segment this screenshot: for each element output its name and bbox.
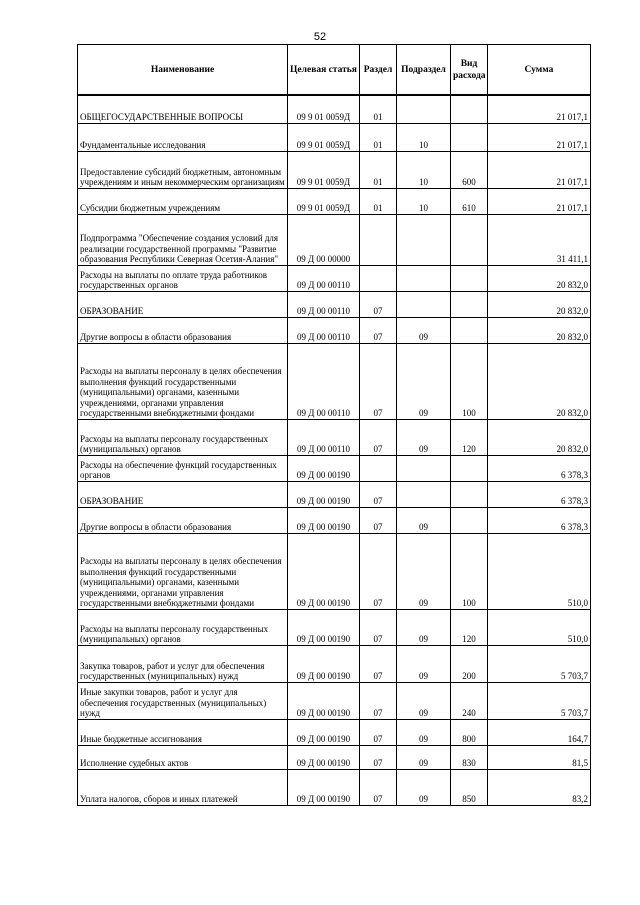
cell-name: ОБРАЗОВАНИЕ bbox=[78, 291, 288, 317]
table-row bbox=[78, 291, 591, 317]
cell-sum: 21 017,1 bbox=[488, 151, 591, 188]
cell-expense-type bbox=[451, 455, 488, 481]
cell-expense-type: 850 bbox=[451, 769, 488, 805]
table-row bbox=[78, 481, 591, 507]
table-row bbox=[78, 719, 591, 745]
cell-sum: 20 832,0 bbox=[488, 419, 591, 455]
cell-target-code: 09 Д 00 00110 bbox=[288, 265, 360, 291]
cell-expense-type bbox=[451, 481, 488, 507]
page-number: 52 bbox=[313, 31, 327, 43]
cell-section: 07 bbox=[360, 609, 397, 645]
table-row bbox=[78, 343, 591, 419]
table-row bbox=[78, 419, 591, 455]
cell-target-code: 09 Д 00 00110 bbox=[288, 343, 360, 419]
cell-subsection: 09 bbox=[397, 745, 451, 769]
table-row bbox=[78, 123, 591, 151]
cell-subsection: 10 bbox=[397, 123, 451, 151]
cell-expense-type: 200 bbox=[451, 645, 488, 682]
table-row bbox=[78, 682, 591, 719]
cell-expense-type: 240 bbox=[451, 682, 488, 719]
cell-expense-type bbox=[451, 214, 488, 265]
cell-expense-type: 100 bbox=[451, 533, 488, 609]
cell-subsection bbox=[397, 481, 451, 507]
cell-name: Расходы на выплаты персоналу государственных (муниципальных) органов bbox=[78, 419, 288, 455]
table-row bbox=[78, 188, 591, 214]
table-row bbox=[78, 151, 591, 188]
table-row bbox=[78, 745, 591, 769]
cell-sum: 20 832,0 bbox=[488, 343, 591, 419]
cell-target-code: 09 Д 00 00190 bbox=[288, 769, 360, 805]
cell-name: Иные закупки товаров, работ и услуг для обеспечения государственных (муниципальных) нужд bbox=[78, 682, 288, 719]
cell-expense-type: 100 bbox=[451, 343, 488, 419]
column-header-expense-type: Вид расхода bbox=[451, 45, 488, 96]
cell-expense-type bbox=[451, 507, 488, 533]
column-header-section: Раздел bbox=[360, 45, 397, 96]
cell-subsection: 09 bbox=[397, 507, 451, 533]
cell-target-code: 09 Д 00 00190 bbox=[288, 745, 360, 769]
cell-expense-type: 610 bbox=[451, 188, 488, 214]
cell-section bbox=[360, 214, 397, 265]
cell-sum: 5 703,7 bbox=[488, 682, 591, 719]
cell-section bbox=[360, 265, 397, 291]
cell-name: Расходы на выплаты персоналу государственных (муниципальных) органов bbox=[78, 609, 288, 645]
cell-name: Подпрограмма "Обеспечение создания условий для реализации государственной программы "Развитие образования Республики Северная Осетия-Алания" bbox=[78, 214, 288, 265]
table-body bbox=[78, 95, 591, 805]
table-row bbox=[78, 533, 591, 609]
cell-target-code: 09 Д 00 00190 bbox=[288, 609, 360, 645]
cell-section: 07 bbox=[360, 745, 397, 769]
cell-subsection: 09 bbox=[397, 419, 451, 455]
cell-target-code: 09 9 01 0059Д bbox=[288, 188, 360, 214]
cell-name: Субсидии бюджетным учреждениям bbox=[78, 188, 288, 214]
cell-subsection: 09 bbox=[397, 533, 451, 609]
cell-subsection bbox=[397, 214, 451, 265]
cell-section: 07 bbox=[360, 682, 397, 719]
cell-name: Иные бюджетные ассигнования bbox=[78, 719, 288, 745]
table-row bbox=[78, 645, 591, 682]
cell-sum: 6 378,3 bbox=[488, 507, 591, 533]
cell-expense-type: 120 bbox=[451, 609, 488, 645]
cell-target-code: 09 Д 00 00000 bbox=[288, 214, 360, 265]
table-row bbox=[78, 214, 591, 265]
column-header-code: Целевая статья bbox=[288, 45, 360, 96]
cell-name: Фундаментальные исследования bbox=[78, 123, 288, 151]
cell-expense-type bbox=[451, 123, 488, 151]
table-row bbox=[78, 317, 591, 343]
cell-sum: 81,5 bbox=[488, 745, 591, 769]
cell-target-code: 09 Д 00 00110 bbox=[288, 291, 360, 317]
cell-sum: 21 017,1 bbox=[488, 123, 591, 151]
cell-target-code: 09 9 01 0059Д bbox=[288, 123, 360, 151]
cell-subsection: 09 bbox=[397, 769, 451, 805]
cell-section: 07 bbox=[360, 481, 397, 507]
cell-expense-type bbox=[451, 95, 488, 123]
cell-expense-type bbox=[451, 265, 488, 291]
cell-section: 07 bbox=[360, 291, 397, 317]
cell-target-code: 09 9 01 0059Д bbox=[288, 95, 360, 123]
cell-expense-type: 830 bbox=[451, 745, 488, 769]
cell-name: Другие вопросы в области образования bbox=[78, 317, 288, 343]
cell-subsection bbox=[397, 95, 451, 123]
column-header-name: Наименование bbox=[78, 45, 288, 96]
table-row bbox=[78, 455, 591, 481]
cell-section: 01 bbox=[360, 188, 397, 214]
cell-sum: 510,0 bbox=[488, 609, 591, 645]
cell-subsection bbox=[397, 291, 451, 317]
cell-name: Предоставление субсидий бюджетным, автономным учреждениям и иным некоммерческим организациям bbox=[78, 151, 288, 188]
cell-sum: 83,2 bbox=[488, 769, 591, 805]
cell-section: 07 bbox=[360, 769, 397, 805]
cell-sum: 510,0 bbox=[488, 533, 591, 609]
table-row bbox=[78, 95, 591, 123]
cell-target-code: 09 9 01 0059Д bbox=[288, 151, 360, 188]
cell-target-code: 09 Д 00 00190 bbox=[288, 719, 360, 745]
cell-section: 01 bbox=[360, 151, 397, 188]
cell-section: 01 bbox=[360, 123, 397, 151]
cell-target-code: 09 Д 00 00190 bbox=[288, 645, 360, 682]
cell-name: Расходы на выплаты по оплате труда работников государственных органов bbox=[78, 265, 288, 291]
cell-sum: 20 832,0 bbox=[488, 317, 591, 343]
cell-section: 07 bbox=[360, 533, 397, 609]
cell-expense-type: 120 bbox=[451, 419, 488, 455]
cell-expense-type bbox=[451, 317, 488, 343]
cell-section: 07 bbox=[360, 719, 397, 745]
table-row bbox=[78, 609, 591, 645]
cell-subsection bbox=[397, 455, 451, 481]
cell-name: Расходы на обеспечение функций государственных органов bbox=[78, 455, 288, 481]
cell-target-code: 09 Д 00 00190 bbox=[288, 455, 360, 481]
table-header-row bbox=[78, 45, 591, 96]
cell-name: Закупка товаров, работ и услуг для обеспечения государственных (муниципальных) нужд bbox=[78, 645, 288, 682]
cell-subsection: 09 bbox=[397, 682, 451, 719]
cell-subsection bbox=[397, 265, 451, 291]
cell-sum: 21 017,1 bbox=[488, 95, 591, 123]
cell-name: ОБЩЕГОСУДАРСТВЕННЫЕ ВОПРОСЫ bbox=[78, 95, 288, 123]
cell-sum: 164,7 bbox=[488, 719, 591, 745]
cell-section: 07 bbox=[360, 343, 397, 419]
cell-target-code: 09 Д 00 00110 bbox=[288, 317, 360, 343]
cell-subsection: 09 bbox=[397, 317, 451, 343]
column-header-sum: Сумма bbox=[488, 45, 591, 96]
cell-expense-type bbox=[451, 291, 488, 317]
cell-name: Исполнение судебных актов bbox=[78, 745, 288, 769]
cell-sum: 6 378,3 bbox=[488, 481, 591, 507]
cell-target-code: 09 Д 00 00190 bbox=[288, 481, 360, 507]
cell-target-code: 09 Д 00 00190 bbox=[288, 507, 360, 533]
cell-name: Уплата налогов, сборов и иных платежей bbox=[78, 769, 288, 805]
cell-name: Расходы на выплаты персоналу в целях обеспечения выполнения функций государственными (муниципальными) органами, казенными учреждениями, органами управления государственными внебюджетными фондами bbox=[78, 343, 288, 419]
cell-section: 07 bbox=[360, 507, 397, 533]
cell-name: Расходы на выплаты персоналу в целях обеспечения выполнения функций государственными (муниципальными) органами, казенными учреждениями, органами управления государственными внебюджетными фондами bbox=[78, 533, 288, 609]
budget-table bbox=[77, 44, 591, 806]
cell-subsection: 09 bbox=[397, 719, 451, 745]
cell-expense-type: 600 bbox=[451, 151, 488, 188]
table-row bbox=[78, 507, 591, 533]
cell-name: ОБРАЗОВАНИЕ bbox=[78, 481, 288, 507]
cell-expense-type: 800 bbox=[451, 719, 488, 745]
table-row bbox=[78, 265, 591, 291]
cell-sum: 5 703,7 bbox=[488, 645, 591, 682]
cell-sum: 6 378,3 bbox=[488, 455, 591, 481]
cell-sum: 31 411,1 bbox=[488, 214, 591, 265]
cell-sum: 20 832,0 bbox=[488, 265, 591, 291]
cell-section: 01 bbox=[360, 95, 397, 123]
cell-target-code: 09 Д 00 00110 bbox=[288, 419, 360, 455]
cell-subsection: 10 bbox=[397, 151, 451, 188]
cell-name: Другие вопросы в области образования bbox=[78, 507, 288, 533]
cell-sum: 20 832,0 bbox=[488, 291, 591, 317]
table-row bbox=[78, 769, 591, 805]
column-header-subsection: Подраздел bbox=[397, 45, 451, 96]
cell-target-code: 09 Д 00 00190 bbox=[288, 682, 360, 719]
cell-subsection: 09 bbox=[397, 645, 451, 682]
cell-sum: 21 017,1 bbox=[488, 188, 591, 214]
cell-target-code: 09 Д 00 00190 bbox=[288, 533, 360, 609]
cell-section: 07 bbox=[360, 317, 397, 343]
cell-section bbox=[360, 455, 397, 481]
cell-section: 07 bbox=[360, 419, 397, 455]
cell-subsection: 10 bbox=[397, 188, 451, 214]
cell-subsection: 09 bbox=[397, 609, 451, 645]
cell-section: 07 bbox=[360, 645, 397, 682]
cell-subsection: 09 bbox=[397, 343, 451, 419]
